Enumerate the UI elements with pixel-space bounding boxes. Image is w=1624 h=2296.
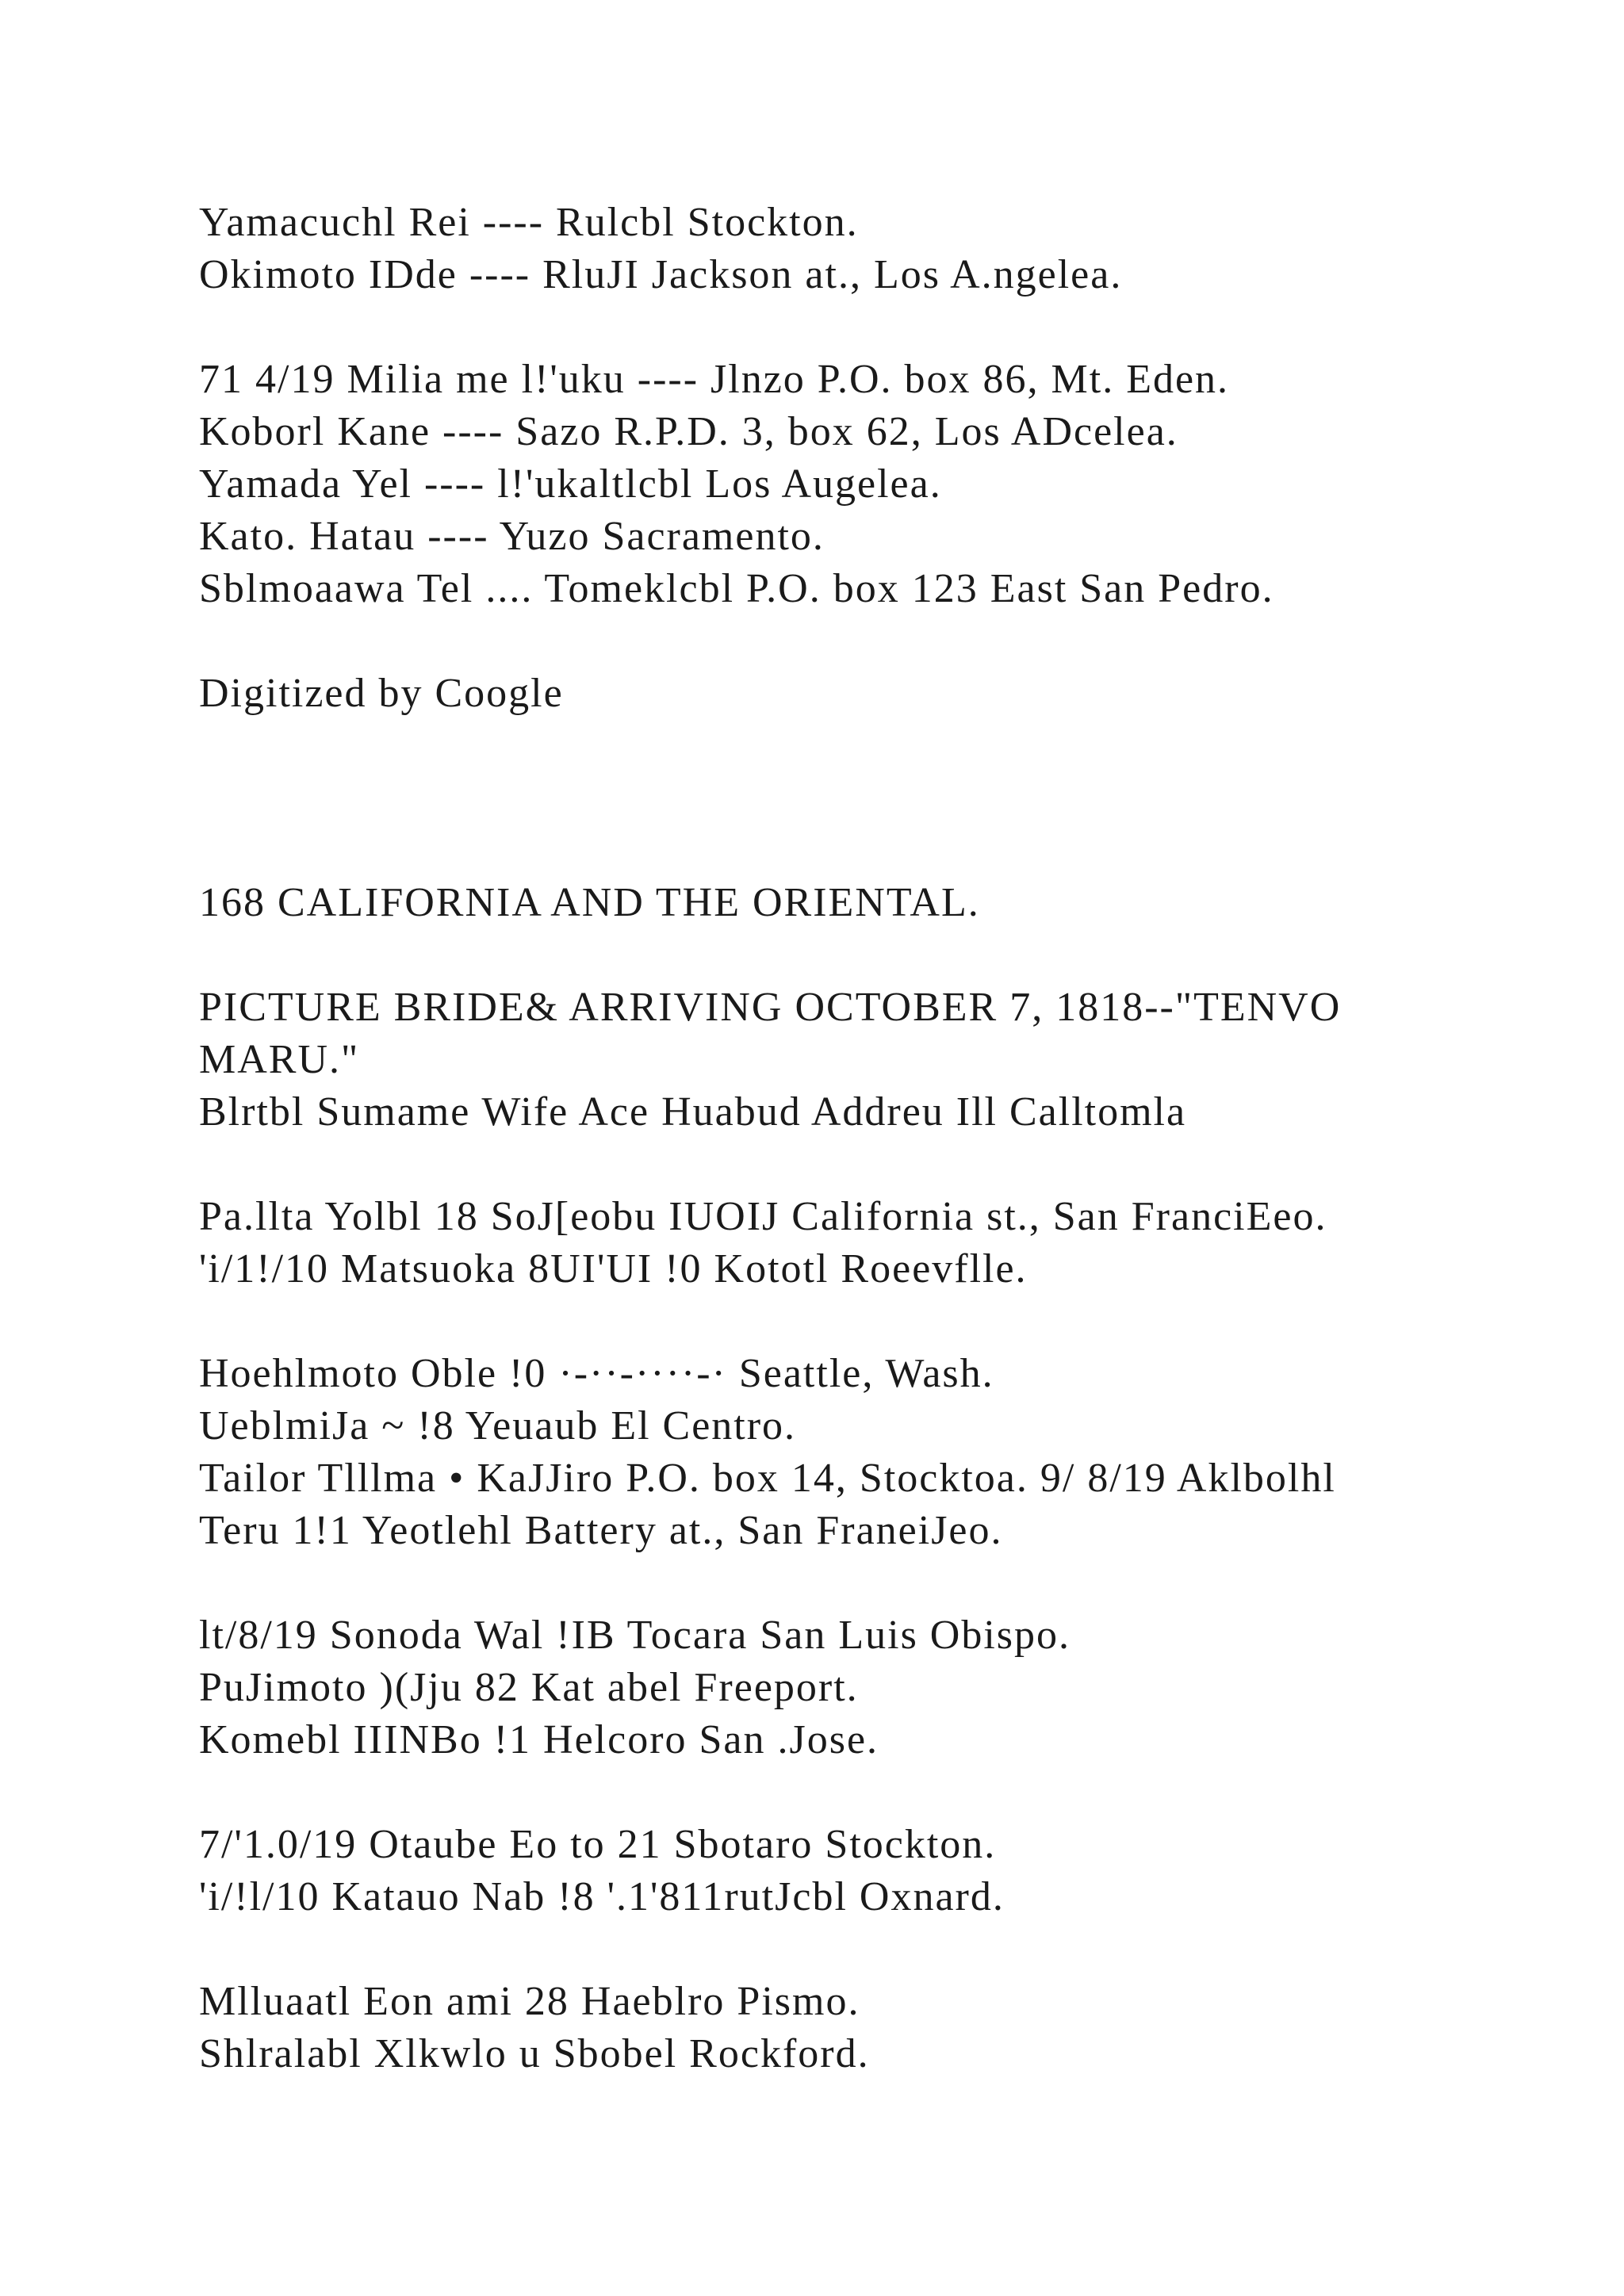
text-line: Teru 1!1 Yeotlehl Battery at., San FraneiJeo. (199, 1508, 1003, 1553)
section-title: PICTURE BRIDE& ARRIVING OCTOBER 7, 1818--"TENVO (199, 985, 1342, 1030)
text-line: Pa.llta Yolbl 18 SoJ[eobu IUOIJ California st., San FranciEeo. (199, 1194, 1327, 1239)
text-line: Kato. Hatau ---- Yuzo Sacramento. (199, 514, 825, 559)
text-line: 'i/1!/10 Matsuoka 8UI'UI !0 Kototl Roeevflle. (199, 1246, 1028, 1292)
column-headers: Blrtbl Sumame Wife Ace Huabud Addreu Ill Calltomla (199, 1089, 1187, 1135)
text-line: 7/'1.0/19 Otaube Eo to 21 Sbotaro Stockton. (199, 1822, 997, 1867)
text-line: 71 4/19 Milia me l!'uku ---- Jlnzo P.O. box 86, Mt. Eden. (199, 357, 1230, 402)
text-line: lt/8/19 Sonoda Wal !IB Tocara San Luis Obispo. (199, 1613, 1071, 1658)
text-line: PuJimoto )(Jju 82 Kat abel Freeport. (199, 1665, 859, 1710)
text-line: Koborl Kane ---- Sazo R.P.D. 3, box 62, Los ADcelea. (199, 409, 1178, 454)
text-line: 'i/!l/10 Katauo Nab !8 '.1'811rutJcbl Oxnard. (199, 1874, 1005, 1919)
text-line: Yamacuchl Rei ---- Rulcbl Stockton. (199, 200, 859, 245)
section-title-continued: MARU." (199, 1037, 360, 1082)
text-line: Komebl IIINBo !1 Helcoro San .Jose. (199, 1717, 879, 1762)
text-line: Okimoto IDde ---- RluJI Jackson at., Los A.ngelea. (199, 252, 1123, 297)
text-line: Shlralabl Xlkwlo u Sbobel Rockford. (199, 2031, 870, 2076)
text-line: Sblmoaawa Tel .... Tomeklcbl P.O. box 123 East San Pedro. (199, 566, 1274, 611)
text-line: Yamada Yel ---- l!'ukaltlcbl Los Augelea. (199, 461, 942, 507)
text-line: Tailor Tlllma • KaJJiro P.O. box 14, Stocktoa. 9/ 8/19 Aklbolhl (199, 1456, 1336, 1501)
text-line: Mlluaatl Eon ami 28 Haeblro Pismo. (199, 1979, 860, 2024)
text-line: UeblmiJa ~ !8 Yeuaub El Centro. (199, 1403, 797, 1448)
digitized-note: Digitized by Coogle (199, 671, 564, 716)
text-line: Hoehlmoto Oble !0 ·-··-····-· Seattle, Wash. (199, 1351, 994, 1396)
page-header: 168 CALIFORNIA AND THE ORIENTAL. (199, 880, 980, 925)
